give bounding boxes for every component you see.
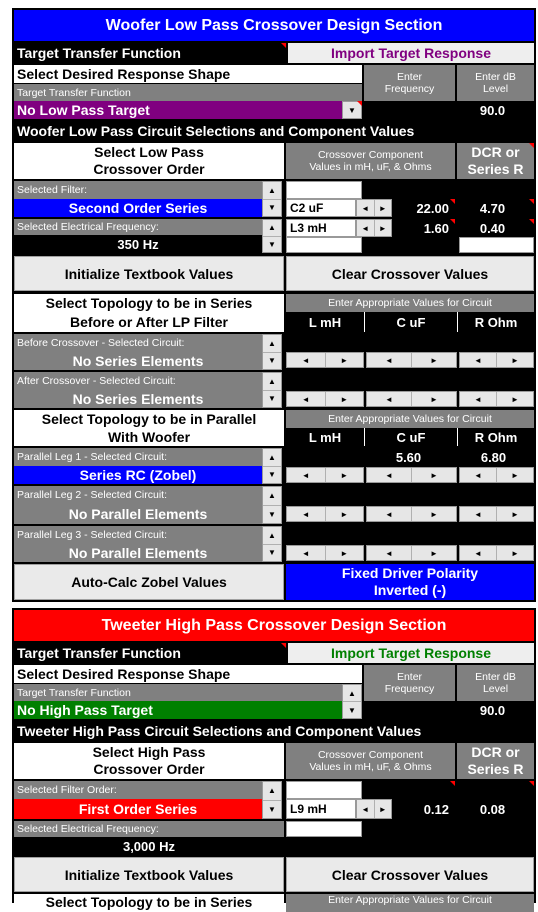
woofer-before-c-spinner[interactable] <box>366 352 457 368</box>
arrow-right-icon[interactable]: ► <box>496 392 533 406</box>
arrow-up-icon[interactable]: ▲ <box>348 688 356 698</box>
arrow-right-icon[interactable]: ► <box>496 546 533 560</box>
tweeter-blank-cell <box>286 781 362 799</box>
woofer-leg1-label: Parallel Leg 1 - Selected Circuit: <box>14 448 262 466</box>
comment-marker <box>357 101 362 106</box>
woofer-leg2-label: Parallel Leg 2 - Selected Circuit: <box>14 486 262 504</box>
arrow-right-icon[interactable]: ► <box>411 468 456 482</box>
woofer-component-header: Crossover Component Values in mH, uF, & Ohms <box>286 143 455 179</box>
arrow-right-icon[interactable]: ► <box>411 392 456 406</box>
arrow-up-icon[interactable]: ▲ <box>268 376 276 386</box>
arrow-left-icon[interactable]: ◄ <box>385 355 393 365</box>
woofer-after-label: After Crossover - Selected Circuit: <box>14 372 262 390</box>
woofer-enter-values-header: Enter Appropriate Values for Circuit <box>286 294 534 312</box>
arrow-right-icon[interactable]: ► <box>325 546 364 560</box>
tweeter-series-topology-label: Select Topology to be in Series <box>14 894 284 912</box>
arrow-up-icon[interactable]: ▲ <box>268 530 276 540</box>
tweeter-dcr-header: DCR or Series R <box>457 743 534 779</box>
arrow-right-icon[interactable]: ► <box>496 468 533 482</box>
woofer-blank-cell-2 <box>286 237 362 253</box>
comment-marker <box>529 781 534 786</box>
arrow-left-icon[interactable]: ◄ <box>474 470 482 480</box>
arrow-left-icon[interactable]: ◄ <box>474 548 482 558</box>
arrow-left-icon[interactable]: ◄ <box>361 203 370 213</box>
arrow-left-icon[interactable]: ◄ <box>474 394 482 404</box>
woofer-blank-cell <box>286 181 362 199</box>
tweeter-l9-label: L9 mH <box>286 799 356 819</box>
tweeter-tf-label: Target Transfer Function <box>14 684 342 701</box>
woofer-before-r-spinner[interactable] <box>459 352 534 368</box>
tweeter-selected-filter-label: Selected Filter Order: <box>14 781 262 799</box>
woofer-leg1-c-value[interactable]: 5.60 <box>366 448 457 466</box>
tweeter-blank-cell-2 <box>286 821 362 837</box>
woofer-target-tf-heading: Target Transfer Function <box>14 43 286 63</box>
woofer-l3-value[interactable]: 1.60 <box>392 219 455 237</box>
woofer-col-r-2: R Ohm <box>457 428 534 446</box>
tweeter-initialize-button[interactable]: Initialize Textbook Values <box>14 857 284 892</box>
chevron-down-icon: ▼ <box>348 105 356 115</box>
arrow-left-icon[interactable]: ◄ <box>301 394 310 404</box>
tweeter-clear-button[interactable]: Clear Crossover Values <box>286 857 534 892</box>
woofer-before-label: Before Crossover - Selected Circuit: <box>14 334 262 352</box>
arrow-right-icon[interactable]: ► <box>374 200 392 216</box>
tweeter-import-target-button[interactable]: Import Target Response <box>288 643 534 663</box>
woofer-zobel-button[interactable]: Auto-Calc Zobel Values <box>14 564 284 600</box>
comment-marker <box>450 781 455 786</box>
chevron-down-icon[interactable]: ▼ <box>343 701 361 718</box>
woofer-leg3-r-spinner[interactable] <box>459 545 534 561</box>
arrow-right-icon[interactable]: ► <box>325 392 364 406</box>
arrow-up-icon[interactable]: ▲ <box>268 786 276 796</box>
woofer-leg3-l-spinner[interactable] <box>286 545 364 561</box>
tweeter-section-title: Tweeter High Pass Crossover Design Section <box>14 610 534 641</box>
arrow-left-icon[interactable]: ◄ <box>385 470 393 480</box>
tweeter-enter-db-header: Enter dB Level <box>457 665 534 701</box>
tweeter-select-order-label: Select High Pass Crossover Order <box>14 743 284 779</box>
woofer-leg3-c-spinner[interactable] <box>366 545 457 561</box>
woofer-selected-filter-label: Selected Filter: <box>14 181 262 199</box>
woofer-filter-scroll[interactable] <box>262 181 282 217</box>
woofer-enter-db-header: Enter dB Level <box>457 65 534 101</box>
arrow-right-icon[interactable]: ► <box>411 353 456 367</box>
woofer-db-input[interactable]: 90.0 <box>457 101 534 119</box>
woofer-l3-dcr[interactable]: 0.40 <box>457 219 534 237</box>
woofer-c2-spinner[interactable] <box>356 199 392 217</box>
arrow-up-icon[interactable]: ▲ <box>268 223 276 233</box>
woofer-blank-cell-3 <box>459 237 534 253</box>
woofer-leg3-scroll[interactable] <box>262 526 282 562</box>
woofer-before-scroll[interactable] <box>262 334 282 370</box>
comment-marker <box>281 43 286 48</box>
woofer-circuit-heading: Woofer Low Pass Circuit Selections and Component Values <box>14 121 534 141</box>
arrow-right-icon[interactable]: ► <box>325 353 364 367</box>
woofer-polarity-display[interactable]: Fixed Driver Polarity Inverted (-) <box>286 564 534 600</box>
arrow-right-icon[interactable]: ► <box>325 507 364 521</box>
tweeter-tf-scroll[interactable] <box>342 684 362 719</box>
woofer-after-l-spinner[interactable] <box>286 391 364 407</box>
arrow-down-icon[interactable]: ▼ <box>263 390 281 408</box>
arrow-down-icon[interactable]: ▼ <box>263 199 281 217</box>
tweeter-frequency-input[interactable] <box>364 701 455 719</box>
arrow-right-icon[interactable]: ► <box>496 353 533 367</box>
arrow-down-icon[interactable]: ▼ <box>263 800 281 819</box>
woofer-l3-spinner[interactable] <box>356 219 392 237</box>
arrow-right-icon[interactable]: ► <box>374 220 392 236</box>
arrow-right-icon[interactable]: ► <box>496 507 533 521</box>
tweeter-circuit-heading: Tweeter High Pass Circuit Selections and Component Values <box>14 721 534 741</box>
woofer-col-c-2: C uF <box>364 428 457 446</box>
woofer-after-r-spinner[interactable] <box>459 391 534 407</box>
woofer-leg3-value[interactable]: No Parallel Elements <box>14 544 262 562</box>
woofer-before-l-spinner[interactable] <box>286 352 364 368</box>
arrow-down-icon[interactable]: ▼ <box>263 544 281 562</box>
woofer-leg1-l-spinner[interactable] <box>286 467 364 483</box>
tweeter-frequency: 3,000 Hz <box>14 837 284 855</box>
tweeter-target-tf-heading: Target Transfer Function <box>14 643 286 663</box>
tweeter-enter-frequency-header: Enter Frequency <box>364 665 455 701</box>
woofer-leg2-c-spinner[interactable] <box>366 506 457 522</box>
arrow-left-icon[interactable]: ◄ <box>301 470 310 480</box>
comment-marker <box>529 143 534 148</box>
woofer-tf-select[interactable]: No Low Pass Target <box>14 101 342 119</box>
arrow-down-icon[interactable]: ▼ <box>263 466 281 484</box>
woofer-c2-dcr[interactable]: 4.70 <box>457 199 534 217</box>
woofer-c2-value[interactable]: 22.00 <box>392 199 455 217</box>
woofer-l3-label: L3 mH <box>286 219 356 237</box>
woofer-freq-label: Selected Electrical Frequency: <box>14 219 262 235</box>
woofer-after-c-spinner[interactable] <box>366 391 457 407</box>
comment-marker <box>450 219 455 224</box>
woofer-leg2-r-spinner[interactable] <box>459 506 534 522</box>
woofer-before-value[interactable]: No Series Elements <box>14 352 262 370</box>
arrow-left-icon[interactable]: ◄ <box>385 394 393 404</box>
woofer-clear-button[interactable]: Clear Crossover Values <box>286 256 534 291</box>
arrow-right-icon[interactable]: ► <box>411 546 456 560</box>
woofer-series-topology-label: Select Topology to be in Series Before or After LP Filter <box>14 294 284 332</box>
arrow-down-icon[interactable]: ▼ <box>263 505 281 524</box>
woofer-section-title: Woofer Low Pass Crossover Design Section <box>14 10 534 41</box>
comment-marker <box>281 643 286 648</box>
woofer-leg2-value[interactable]: No Parallel Elements <box>14 504 262 524</box>
arrow-up-icon[interactable]: ▲ <box>268 452 276 462</box>
arrow-right-icon[interactable]: ► <box>374 800 392 818</box>
arrow-left-icon[interactable]: ◄ <box>361 223 370 233</box>
woofer-select-shape-label: Select Desired Response Shape <box>14 65 362 83</box>
arrow-left-icon[interactable]: ◄ <box>301 509 310 519</box>
arrow-left-icon[interactable]: ◄ <box>301 355 310 365</box>
tweeter-l9-dcr[interactable]: 0.08 <box>457 799 534 819</box>
woofer-frequency-input[interactable] <box>364 101 455 119</box>
comment-marker <box>450 199 455 204</box>
woofer-leg3-label: Parallel Leg 3 - Selected Circuit: <box>14 526 262 544</box>
woofer-leg1-r-spinner[interactable] <box>459 467 534 483</box>
woofer-col-r: R Ohm <box>457 312 534 332</box>
arrow-down-icon[interactable]: ▼ <box>263 236 281 253</box>
arrow-left-icon[interactable]: ◄ <box>385 548 393 558</box>
tweeter-enter-values-header: Enter Appropriate Values for Circuit <box>286 894 534 912</box>
arrow-up-icon[interactable]: ▲ <box>268 185 276 195</box>
arrow-down-icon[interactable]: ▼ <box>263 352 281 370</box>
woofer-after-value[interactable]: No Series Elements <box>14 390 262 408</box>
arrow-left-icon[interactable]: ◄ <box>301 548 310 558</box>
woofer-leg1-c-spinner[interactable] <box>366 467 457 483</box>
arrow-left-icon[interactable]: ◄ <box>474 355 482 365</box>
tweeter-selected-filter[interactable]: First Order Series <box>14 799 262 819</box>
arrow-up-icon[interactable]: ▲ <box>268 338 276 348</box>
woofer-select-order-label: Select Low Pass Crossover Order <box>14 143 284 179</box>
woofer-c2-label: C2 uF <box>286 199 356 217</box>
woofer-col-l: L mH <box>286 312 364 332</box>
woofer-enter-frequency-header: Enter Frequency <box>364 65 455 101</box>
woofer-enter-values-header-2: Enter Appropriate Values for Circuit <box>286 410 534 428</box>
woofer-leg1-value[interactable]: Series RC (Zobel) <box>14 466 262 484</box>
woofer-leg1-r-value[interactable]: 6.80 <box>459 448 534 466</box>
tweeter-l9-value[interactable]: 0.12 <box>392 799 455 819</box>
arrow-left-icon[interactable]: ◄ <box>474 509 482 519</box>
comment-marker <box>529 199 534 204</box>
tweeter-tf-select[interactable]: No High Pass Target <box>14 701 342 719</box>
woofer-import-target-button[interactable]: Import Target Response <box>288 43 534 63</box>
woofer-after-scroll[interactable] <box>262 372 282 408</box>
arrow-right-icon[interactable]: ► <box>325 468 364 482</box>
woofer-dcr-header: DCR or Series R <box>457 143 534 179</box>
arrow-right-icon[interactable]: ► <box>411 507 456 521</box>
tweeter-l9-spinner[interactable] <box>356 799 392 819</box>
woofer-selected-filter[interactable]: Second Order Series <box>14 199 262 217</box>
woofer-initialize-button[interactable]: Initialize Textbook Values <box>14 256 284 291</box>
comment-marker <box>529 219 534 224</box>
arrow-up-icon[interactable]: ▲ <box>268 491 276 501</box>
woofer-parallel-topology-label: Select Topology to be in Parallel With Woofer <box>14 410 284 446</box>
woofer-freq-scroll[interactable] <box>262 219 282 253</box>
tweeter-filter-scroll[interactable] <box>262 781 282 819</box>
woofer-leg1-scroll[interactable] <box>262 448 282 484</box>
woofer-frequency: 350 Hz <box>14 235 262 253</box>
woofer-col-c: C uF <box>364 312 457 332</box>
woofer-col-l-2: L mH <box>286 428 364 446</box>
woofer-leg2-l-spinner[interactable] <box>286 506 364 522</box>
woofer-tf-label: Target Transfer Function <box>14 84 362 101</box>
arrow-left-icon[interactable]: ◄ <box>385 509 393 519</box>
tweeter-select-shape-label: Select Desired Response Shape <box>14 665 362 683</box>
tweeter-component-header: Crossover Component Values in mH, uF, & Ohms <box>286 743 455 779</box>
tweeter-freq-label: Selected Electrical Frequency: <box>14 821 284 837</box>
tweeter-db-input[interactable]: 90.0 <box>457 701 534 719</box>
arrow-left-icon[interactable]: ◄ <box>361 804 370 814</box>
woofer-leg2-scroll[interactable] <box>262 486 282 524</box>
